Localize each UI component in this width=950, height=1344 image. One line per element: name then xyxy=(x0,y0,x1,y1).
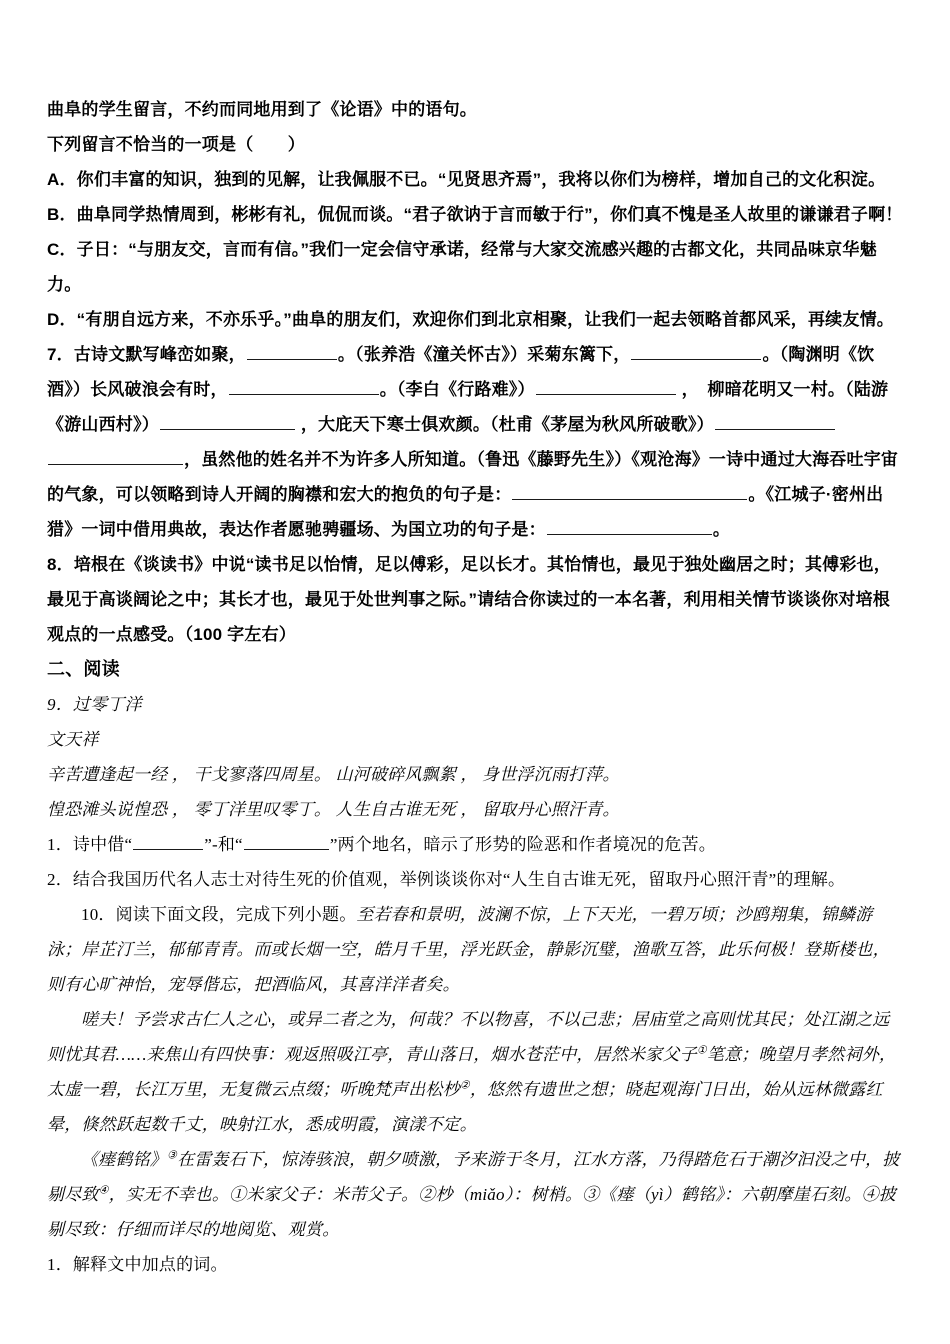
poem-line-1 xyxy=(47,757,903,792)
text-run: ， 柳暗花明又一村。（陆游《游山西村》） xyxy=(47,380,889,434)
fill-in-blank xyxy=(715,415,835,430)
question-9-2 xyxy=(47,862,903,897)
text-run: 7．古诗文默写峰峦如聚， xyxy=(47,345,246,364)
fill-in-blank xyxy=(512,485,747,500)
text-run: 。《江城子·密州出猎》一词中借用典故，表达作者愿驰骋疆场、为国立功的句子是： xyxy=(47,485,884,539)
text-run: D．“有朋自远方来，不亦乐乎。”曲阜的朋友们，欢迎你们到北京相聚，让我们一起去领略首都风采，再续友情。 xyxy=(47,310,894,329)
option-c xyxy=(47,232,903,302)
text-run: ，虽然他的姓名并不为许多人所知道。（鲁迅《藤野先生》）《观沧海》一诗中通过大海吞吐宇宙的气象，可以领略到诗人开阔的胸襟和宏大的抱负的句子是： xyxy=(47,450,899,504)
fill-in-blank xyxy=(133,835,203,850)
text-run: 下列留言不恰当的一项是（ ） xyxy=(47,135,305,154)
poem-line-2 xyxy=(47,792,903,827)
text-run: 1．诗中借“ xyxy=(47,835,133,854)
text-run: ”两个地名，暗示了形势的险恶和作者境况的危苦。 xyxy=(329,835,716,854)
question-7-dictation xyxy=(47,337,903,547)
passage-yiheming-notes xyxy=(47,1142,903,1247)
question-8-bacon xyxy=(47,547,903,652)
text-run: ，大庇天下寒士俱欢颜。（杜甫《茅屋为秋风所破歌》） xyxy=(295,415,714,434)
option-a xyxy=(47,162,903,197)
text-run: 。 xyxy=(712,520,731,539)
footnote-ref: ② xyxy=(459,1079,470,1092)
text-run: ，实无不幸也。①米家父子：米芾父子。②杪（miǎo）：树梢。③《瘗（yì）鹤铭》：六朝摩崖石刻。④披剔尽致：仔细而详尽的地阅览、观赏。 xyxy=(47,1185,896,1239)
text-run: 。（张养浩《潼关怀古》）采菊东篱下， xyxy=(337,345,631,364)
footnote-ref: ③ xyxy=(167,1149,178,1162)
passage-jiefu xyxy=(47,1002,903,1142)
document-body xyxy=(47,92,903,1282)
text-run: A．你们丰富的知识，独到的见解，让我佩服不已。“见贤思齐焉”，我将以你们为榜样，增加自己的文化积淀。 xyxy=(47,170,886,189)
option-d xyxy=(47,302,903,337)
poem-author xyxy=(47,722,903,757)
fill-in-blank xyxy=(160,415,295,430)
footnote-ref: ① xyxy=(696,1044,707,1057)
option-b xyxy=(47,197,903,232)
context-line xyxy=(47,92,903,127)
fill-in-blank xyxy=(547,520,712,535)
section-heading-reading xyxy=(47,652,903,687)
fill-in-blank xyxy=(536,380,676,395)
text-run: 辛苦遭逢起一经 ， 干戈寥落四周星。 山河破碎风飘絮 ， 身世浮沉雨打萍。 xyxy=(47,765,620,784)
fill-in-blank xyxy=(244,835,329,850)
text-run: 文天祥 xyxy=(47,730,99,749)
text-run: 二、阅读 xyxy=(47,659,120,679)
poem-title xyxy=(47,687,903,722)
text-run: 笔意；晚望月孝然祠外，太虚一碧，长江万里，无复微云点缀；听晚梵声出松杪 xyxy=(47,1045,897,1099)
passage-10-yueyanglou xyxy=(47,897,903,1002)
text-run: 1．解释文中加点的词。 xyxy=(47,1255,228,1274)
text-run: 在雷轰石下，惊涛骇浪，朝夕喷激，予来游于冬月，江水方落，乃得踏危石于潮汐汩没之中，披剔尽致 xyxy=(47,1150,900,1204)
text-run: 。（陶渊明《饮酒》）长风破浪会有时， xyxy=(47,345,875,399)
text-run: 。（李白《行路难》） xyxy=(379,380,535,399)
question-6-stem xyxy=(47,127,903,162)
text-run: ”-和“ xyxy=(204,835,243,854)
text-run: 2．结合我国历代名人志士对待生死的价值观，举例谈谈你对“人生自古谁无死，留取丹心照汗青”的理解。 xyxy=(47,870,846,889)
text-run: C．子日：“与朋友交，言而有信。”我们一定会信守承诺，经常与大家交流感兴趣的古都文化，共同品味京华魅力。 xyxy=(47,240,877,294)
question-9-1 xyxy=(47,827,903,862)
text-run: 至若春和景明，波澜不惊，上下天光，一碧万顷；沙鸥翔集，锦鳞游泳；岸芷汀兰，郁郁青青。而或长烟一空，皓月千里，浮光跃金，静影沉璧，渔歌互答，此乐何极！登斯楼也，则有心旷神怡，宠辱偕忘，把酒临风，其喜洋洋者矣。 xyxy=(47,905,890,994)
fill-in-blank xyxy=(48,450,183,465)
question-10-1 xyxy=(47,1247,903,1282)
text-run: 惶恐滩头说惶恐 ， 零丁洋里叹零丁。 人生自古谁无死 ， 留取丹心照汗青。 xyxy=(47,800,620,819)
text-run: 9．过零丁洋 xyxy=(47,695,142,714)
fill-in-blank xyxy=(229,380,379,395)
text-run: 10．阅读下面文段，完成下列小题。 xyxy=(81,905,357,924)
text-run: 曲阜的学生留言，不约而同地用到了《论语》中的语句。 xyxy=(47,100,477,119)
text-run: B．曲阜同学热情周到，彬彬有礼，侃侃而谈。“君子欲讷于言而敏于行”，你们真不愧是圣人故里的谦谦君子啊！ xyxy=(47,205,903,224)
fill-in-blank xyxy=(247,345,337,360)
footnote-ref: ④ xyxy=(98,1184,109,1197)
text-run: 8．培根在《谈读书》中说“读书足以怡情，足以傅彩，足以长才。其怡情也，最见于独处幽居之时；其傅彩也，最见于高谈阔论之中；其长才也，最见于处世判事之际。”请结合你读过的一本名著，利用相关情节谈谈你对培根观点的一点感受。（100 字左右） xyxy=(47,555,891,644)
fill-in-blank xyxy=(631,345,761,360)
text-run: ，悠然有遗世之想；晓起观海门日出，始从远林微露红晕，倏然跃起数千丈，映射江水，悉成明霞，演漾不定。 xyxy=(47,1080,883,1134)
text-run: 《瘗鹤铭》 xyxy=(81,1150,167,1169)
text-run: 嗟夫！予尝求古仁人之心，或异二者之为，何哉？不以物喜，不以己悲；居庙堂之高则忧其民；处江湖之远则忧其君……来焦山有四快事：观返照吸江亭，青山落日，烟水苍茫中，居然米家父子 xyxy=(47,1010,890,1064)
